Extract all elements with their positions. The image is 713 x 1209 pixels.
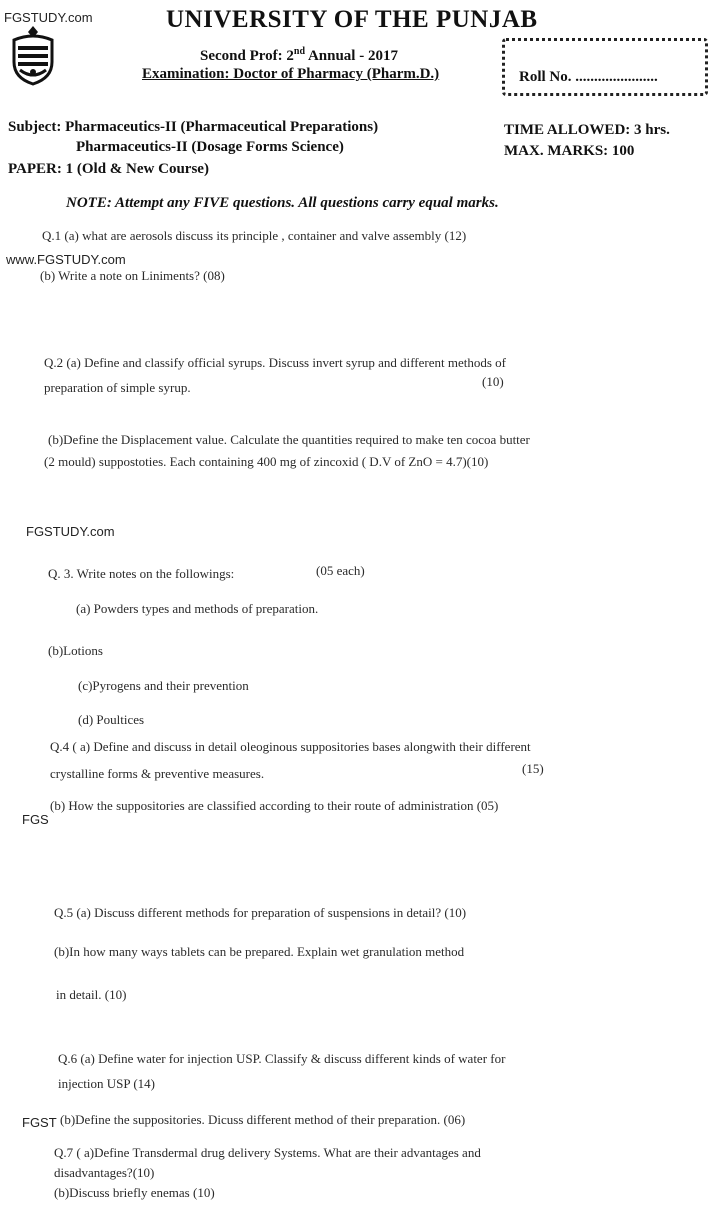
q3a: (a) Powders types and methods of preparation. [76, 601, 319, 616]
q7b: (b)Discuss briefly enemas (10) [54, 1185, 215, 1200]
q6b: (b)Define the suppositories. Dicuss different method of their preparation. (06) [60, 1112, 466, 1127]
q2a-marks: (10) [482, 374, 504, 389]
q4a-marks: (15) [522, 761, 544, 776]
watermark-partial-1: FGS [22, 812, 49, 827]
q5b-line-2: in detail. (10) [56, 987, 127, 1002]
q2b-line-2: (2 mould) suppostoties. Each containing 400 mg of zincoxid ( D.V of ZnO = 4.7)(10) [44, 454, 489, 469]
q3b: (b)Lotions [48, 643, 103, 658]
roll-no-box [502, 38, 708, 96]
q2a-line-2: preparation of simple syrup. [44, 380, 191, 395]
q4a-line-1: Q.4 ( a) Define and discuss in detail oleoginous suppositories bases alongwith their different [50, 739, 531, 754]
university-crest-icon [8, 24, 58, 86]
q2a-line-1: Q.2 (a) Define and classify official syrups. Discuss invert syrup and different methods of [44, 355, 506, 370]
q7a-line-2: disadvantages?(10) [54, 1165, 155, 1180]
max-marks: MAX. MARKS: 100 [504, 143, 635, 159]
q6a-line-1: Q.6 (a) Define water for injection USP. Classify & discuss different kinds of water for [58, 1051, 506, 1066]
q5a: Q.5 (a) Discuss different methods for preparation of suspensions in detail? (10) [54, 905, 467, 920]
watermark-middle: FGSTUDY.com [26, 524, 115, 539]
q1a: Q.1 (a) what are aerosols discuss its principle , container and valve assembly (12) [42, 228, 467, 243]
subject-line-2: Pharmaceutics-II (Dosage Forms Science) [76, 139, 344, 155]
q6a-line-2: injection USP (14) [58, 1076, 156, 1091]
watermark-top: FGSTUDY.com [4, 10, 93, 25]
q4a-line-2: crystalline forms & preventive measures. [50, 766, 265, 781]
time-allowed: TIME ALLOWED: 3 hrs. [504, 122, 670, 138]
q4b: (b) How the suppositories are classified according to their route of administration (05) [50, 798, 499, 813]
university-title: UNIVERSITY OF THE PUNJAB [166, 6, 538, 33]
q7a-line-1: Q.7 ( a)Define Transdermal drug delivery Systems. What are their advantages and [54, 1145, 481, 1160]
q1b: (b) Write a note on Liniments? (08) [40, 268, 225, 283]
q3-marks: (05 each) [316, 563, 365, 578]
watermark-www: www.FGSTUDY.com [6, 252, 126, 267]
subject-line-1: Subject: Pharmaceutics-II (Pharmaceutical Preparations) [8, 119, 379, 135]
paper-line: PAPER: 1 (Old & New Course) [8, 161, 209, 177]
q3d: (d) Poultices [78, 712, 145, 727]
q3: Q. 3. Write notes on the followings: [48, 566, 235, 581]
exam-session-post: Annual - 2017 [305, 48, 398, 64]
examination-line: Examination: Doctor of Pharmacy (Pharm.D.) [142, 66, 440, 82]
exam-session-pre: Second Prof: 2 [200, 48, 294, 64]
exam-note: NOTE: Attempt any FIVE questions. All questions carry equal marks. [66, 195, 499, 211]
exam-session-sup: nd [293, 46, 306, 57]
exam-session [200, 46, 398, 65]
watermark-partial-2: FGST [22, 1115, 57, 1130]
q2b-line-1: (b)Define the Displacement value. Calculate the quantities required to make ten cocoa butter [48, 432, 530, 447]
roll-no-label: Roll No. ...................... [519, 69, 658, 85]
q3c: (c)Pyrogens and their prevention [78, 678, 249, 693]
q5b-line-1: (b)In how many ways tablets can be prepared. Explain wet granulation method [54, 944, 465, 959]
